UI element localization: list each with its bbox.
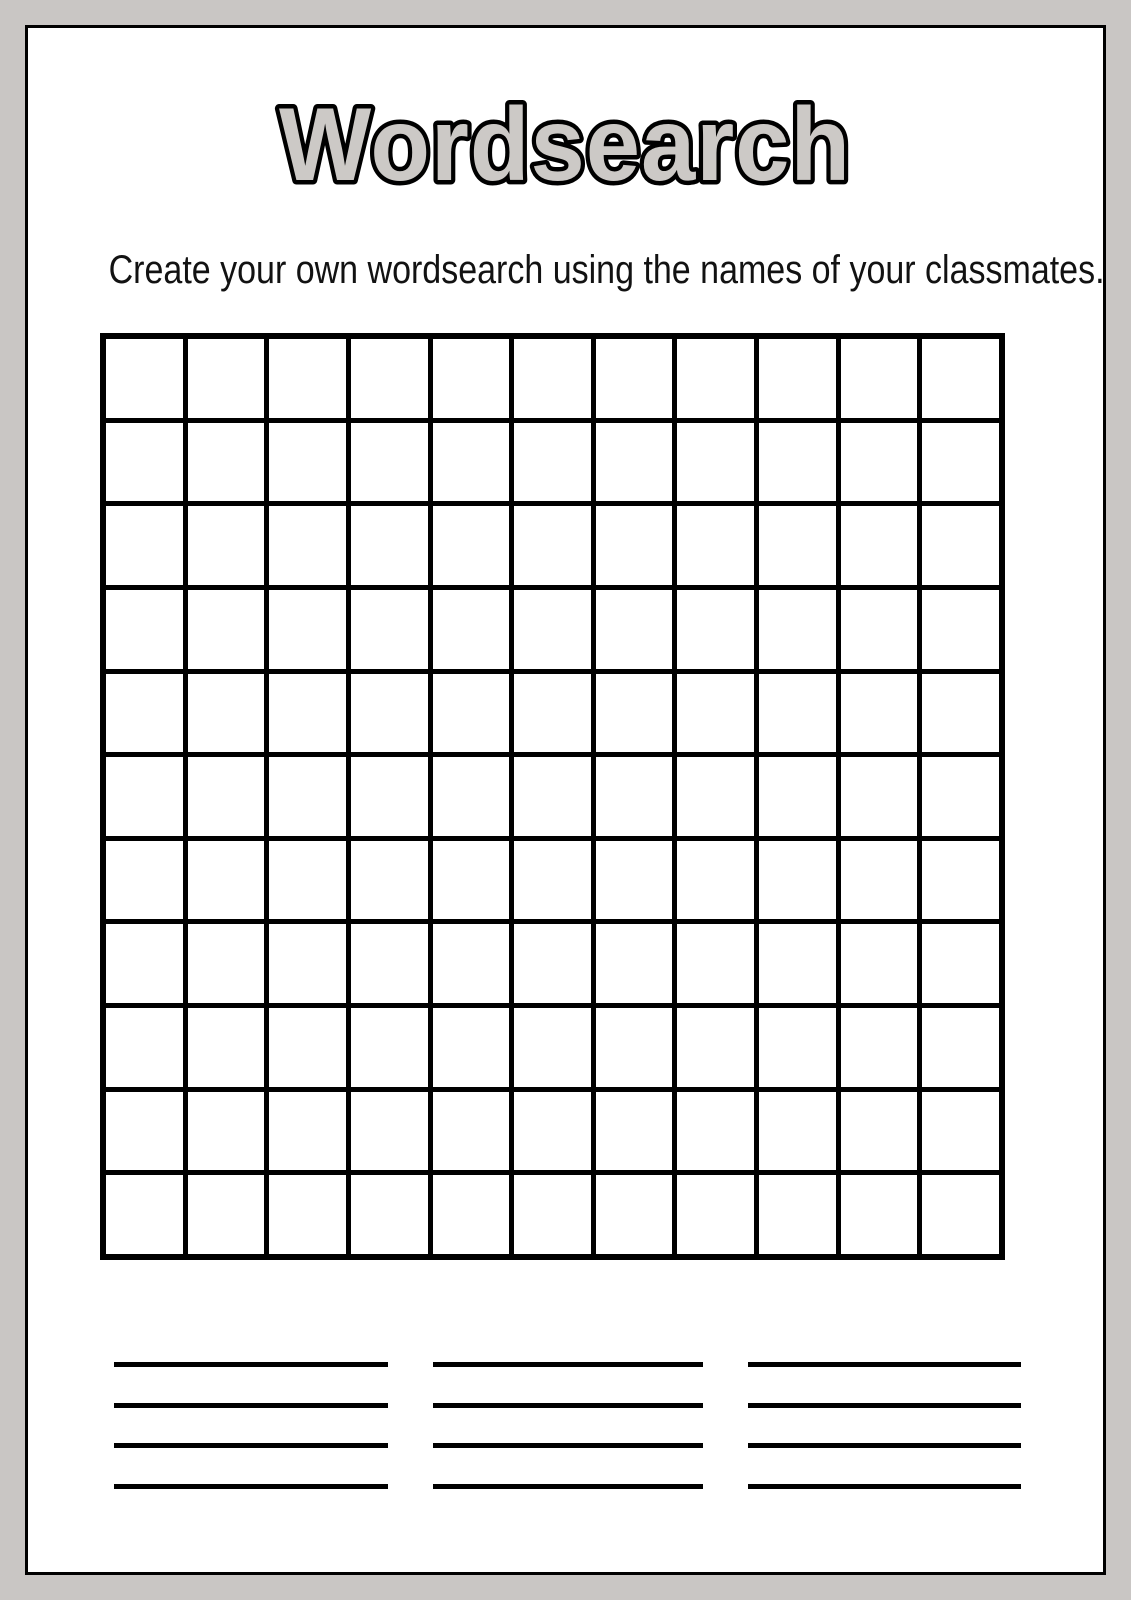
grid-cell <box>188 423 265 502</box>
answer-line <box>748 1362 1021 1367</box>
grid-cell <box>922 674 999 753</box>
grid-cell <box>351 1175 428 1254</box>
grid-cell <box>106 757 183 836</box>
answer-line-column <box>114 1362 388 1524</box>
grid-cell <box>269 1008 346 1087</box>
grid-cell <box>188 924 265 1003</box>
grid-cell <box>922 757 999 836</box>
grid-cell <box>759 423 836 502</box>
grid-cell <box>351 841 428 920</box>
grid-cell <box>351 1008 428 1087</box>
grid-cell <box>922 423 999 502</box>
grid-cell <box>596 841 673 920</box>
grid-cell <box>514 423 591 502</box>
grid-cell <box>269 924 346 1003</box>
grid-cell <box>922 1008 999 1087</box>
grid-cell <box>922 1175 999 1254</box>
grid-cell <box>759 1008 836 1087</box>
grid-cell <box>351 423 428 502</box>
grid-cell <box>351 674 428 753</box>
grid-cell <box>759 1092 836 1171</box>
grid-cell <box>922 1092 999 1171</box>
grid-cell <box>922 339 999 418</box>
grid-cell <box>677 1175 754 1254</box>
grid-cell <box>841 423 918 502</box>
grid-cell <box>106 590 183 669</box>
grid-cell <box>433 1092 510 1171</box>
grid-cell <box>269 339 346 418</box>
grid-cell <box>514 506 591 585</box>
grid-cell <box>106 506 183 585</box>
grid-cell <box>596 423 673 502</box>
grid-cell <box>841 1008 918 1087</box>
grid-cell <box>514 1175 591 1254</box>
grid-cell <box>106 1008 183 1087</box>
grid-cell <box>433 423 510 502</box>
grid-cell <box>677 339 754 418</box>
grid-cell <box>433 841 510 920</box>
grid-cell <box>188 506 265 585</box>
grid-cell <box>269 506 346 585</box>
answer-line <box>114 1362 388 1367</box>
grid-cell <box>759 841 836 920</box>
grid-cell <box>433 757 510 836</box>
grid-cell <box>106 1175 183 1254</box>
grid-cell <box>841 1092 918 1171</box>
grid-cell <box>596 1008 673 1087</box>
grid-cell <box>759 924 836 1003</box>
grid-cell <box>677 924 754 1003</box>
grid-cell <box>269 590 346 669</box>
grid-cell <box>596 1092 673 1171</box>
answer-line-column <box>748 1362 1021 1524</box>
grid-cell <box>106 339 183 418</box>
grid-cell <box>841 674 918 753</box>
grid-cell <box>269 841 346 920</box>
grid-cell <box>106 674 183 753</box>
grid-cell <box>677 1092 754 1171</box>
grid-cell <box>433 506 510 585</box>
grid-cell <box>269 423 346 502</box>
title-banner <box>28 83 1103 218</box>
grid-cell <box>841 841 918 920</box>
grid-cell <box>188 1008 265 1087</box>
grid-cell <box>677 590 754 669</box>
grid-cell <box>759 339 836 418</box>
grid-cell <box>759 674 836 753</box>
grid-cell <box>596 590 673 669</box>
grid-cell <box>677 674 754 753</box>
grid-cell <box>106 423 183 502</box>
grid-cell <box>514 674 591 753</box>
answer-lines-section <box>114 1362 1021 1524</box>
grid-cell <box>922 506 999 585</box>
answer-line <box>748 1443 1021 1448</box>
grid-cell <box>759 1175 836 1254</box>
wordsearch-grid <box>100 333 1005 1260</box>
grid-cell <box>106 1092 183 1171</box>
grid-cell <box>351 924 428 1003</box>
grid-cell <box>514 339 591 418</box>
grid-cell <box>841 506 918 585</box>
grid-cell <box>269 1092 346 1171</box>
grid-cell <box>188 590 265 669</box>
grid-cell <box>351 1092 428 1171</box>
answer-line <box>433 1443 703 1448</box>
grid-cell <box>106 924 183 1003</box>
grid-cell <box>188 841 265 920</box>
grid-cell <box>514 757 591 836</box>
grid-cell <box>351 590 428 669</box>
grid-cell <box>596 1175 673 1254</box>
grid-cell <box>188 674 265 753</box>
grid-cell <box>677 506 754 585</box>
grid-cell <box>596 674 673 753</box>
grid-cell <box>596 339 673 418</box>
answer-line-column <box>433 1362 703 1524</box>
grid-cell <box>351 339 428 418</box>
grid-cell <box>188 339 265 418</box>
grid-cell <box>759 506 836 585</box>
grid-cell <box>433 674 510 753</box>
grid-cell <box>188 757 265 836</box>
grid-cell <box>922 924 999 1003</box>
grid-cell <box>106 841 183 920</box>
grid-cell <box>351 506 428 585</box>
grid-cell <box>514 590 591 669</box>
page-title: Wordsearch <box>279 87 851 203</box>
grid-cell <box>677 757 754 836</box>
answer-line <box>748 1403 1021 1408</box>
grid-cell <box>269 674 346 753</box>
answer-line <box>433 1403 703 1408</box>
grid-cell <box>922 590 999 669</box>
answer-line <box>114 1403 388 1408</box>
grid-cell <box>759 757 836 836</box>
answer-line <box>114 1443 388 1448</box>
grid-cell <box>922 841 999 920</box>
grid-cell <box>351 757 428 836</box>
grid-cell <box>677 1008 754 1087</box>
grid-cell <box>841 590 918 669</box>
grid-cell <box>677 841 754 920</box>
answer-line <box>433 1362 703 1367</box>
grid-cell <box>841 757 918 836</box>
grid-cell <box>433 590 510 669</box>
answer-line <box>748 1484 1021 1489</box>
grid-cell <box>433 1175 510 1254</box>
grid-cell <box>841 924 918 1003</box>
grid-cell <box>841 1175 918 1254</box>
instructions-text: Create your own wordsearch using the names of your classmates. <box>108 248 1105 292</box>
grid-cell <box>677 423 754 502</box>
grid-cell <box>841 339 918 418</box>
grid-cell <box>596 924 673 1003</box>
grid-cell <box>759 590 836 669</box>
grid-cell <box>514 841 591 920</box>
grid-cell <box>433 1008 510 1087</box>
grid-cell <box>188 1092 265 1171</box>
grid-cell <box>188 1175 265 1254</box>
grid-cell <box>269 757 346 836</box>
grid-cell <box>514 924 591 1003</box>
grid-cell <box>269 1175 346 1254</box>
grid-cell <box>596 757 673 836</box>
grid-cell <box>596 506 673 585</box>
grid-cell <box>514 1092 591 1171</box>
answer-line <box>114 1484 388 1489</box>
grid-cell <box>514 1008 591 1087</box>
grid-cell <box>433 339 510 418</box>
grid-cell <box>433 924 510 1003</box>
worksheet-page <box>25 25 1106 1575</box>
answer-line <box>433 1484 703 1489</box>
